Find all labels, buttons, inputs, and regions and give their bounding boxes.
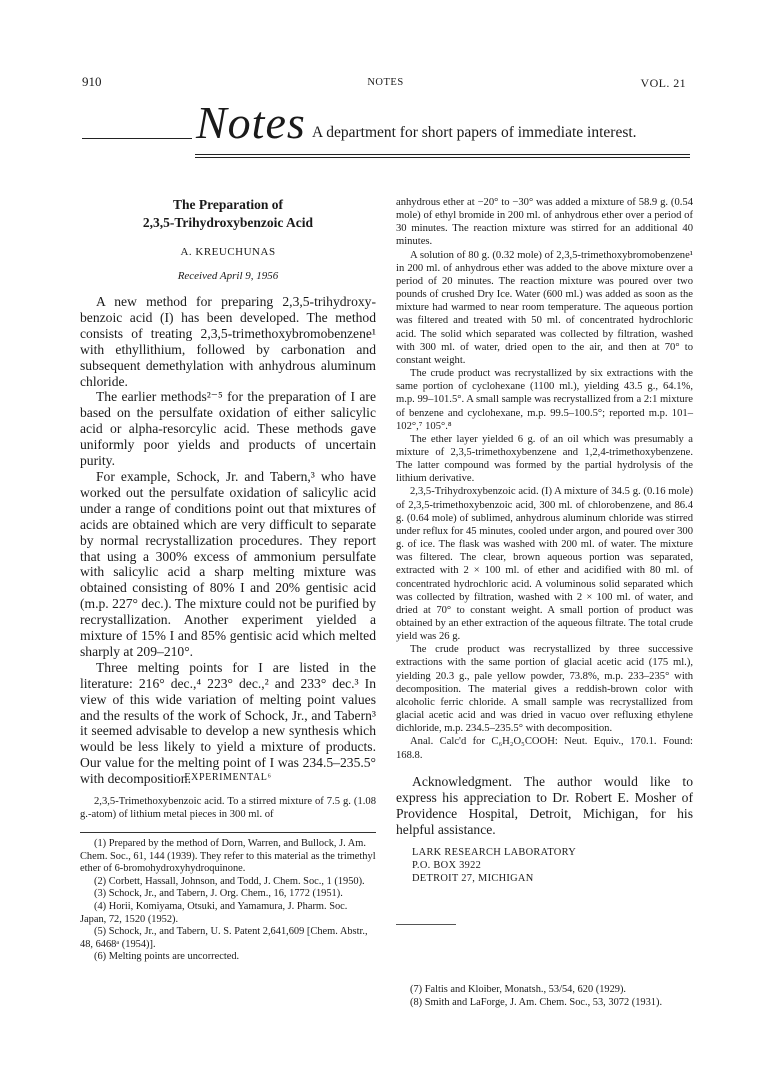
department-rule-top <box>195 154 690 155</box>
intro-paragraph: For example, Schock, Jr. and Tabern,³ who have worked out the persulfate oxidation of salicylic acid under a range of conditions point out that mixtures of acids are obtained which are very difficult to separate by normal recrystallization procedures. They report that using a 300% excess of ammonium persulfate with salicylic acid a sharp melting mixture was obtained consisting of 80% I and 20% gentisic acid (m.p. 227° dec.). The mixture could not be purified by recrystallization. Another experiment yielded a mixture of 15% I and 85% gentisic acid which melted sharply at 209–210°. <box>80 468 376 659</box>
experimental-paragraph: The ether layer yielded 6 g. of an oil which was presumably a mixture of 2,3,5-trimethoxybenzene and 1,2,4-trimethoxybenzene. The latter compound was formed by the partial hydrolysis of the lithium derivative. <box>396 433 693 485</box>
signature-rule <box>396 924 456 925</box>
experimental-paragraph: 2,3,5-Trihydroxybenzoic acid. (I) A mixture of 34.5 g. (0.16 mole) of 2,3,5-trimethoxybenzoic acid, 300 ml. of chlorobenzene, and 86.4 g. (0.64 mole) of sublimed, anhydrous aluminum chloride was stirred under reflux for 45 minutes, cooled under argon, and poured over 300 g. of ice. The flask was washed with 200 ml. of water. The mixture was filtered. The clear, brown aqueous portion was separated, extracted with 2 × 100 ml. of ether and acidified with 80 ml. of concentrated hydrochloric acid. A voluminous solid separated which was collected by filtration, washed with 2 × 100 ml. of water, and dried at 70° to constant weight. A small portion of product was obtained by an ether extraction of the aqueous filtrate. The total crude yield was 26 g. <box>396 486 693 643</box>
footnote: (8) Smith and LaForge, J. Am. Chem. Soc., 53, 3072 (1931). <box>410 996 663 1008</box>
running-section: NOTES <box>367 77 404 88</box>
experimental-paragraph-start: 2,3,5-Trimethoxybenzoic acid. To a stirred mixture of 7.5 g. (1.08 g.-atom) of lithium metal pieces in 300 ml. of <box>80 796 376 821</box>
department-title: Notes <box>196 97 306 148</box>
footnotes-right <box>396 984 693 1009</box>
footnote: (4) Horii, Komiyama, Otsuki, and Yamamura, J. Pharm. Soc. Japan, 72, 1520 (1952). <box>80 900 348 925</box>
article-author: A. KREUCHUNAS <box>180 246 276 258</box>
experimental-paragraph: anhydrous ether at −20° to −30° was added a mixture of 58.9 g. (0.54 mole) of ethyl bromide in 200 ml. of anhydrous ether over a period of 30 minutes. The reaction mixture was stirred for an additional 40 minutes. <box>396 197 693 248</box>
right-column <box>396 196 693 762</box>
experimental-paragraph: A solution of 80 g. (0.32 mole) of 2,3,5-trimethoxybromobenzene¹ in 200 ml. of anhydrous ether was added to the above mixture over a period of 20 minutes. The reaction mixture was poured over two pounds of crushed Dry Ice. Water (600 ml.) was added as soon as the mixture had warmed to near room temperature. The aqueous portion was filtered and treated with 50 ml. of concentrated hydrochloric acid. The solid which separated was collected by filtration, washed with 300 ml. of water, dried open to the air, and then at 70° to constant weight. <box>396 249 693 366</box>
article-title-line2: 2,3,5-Trihydroxybenzoic Acid <box>142 215 314 230</box>
experimental-paragraph: The crude product was recrystallized by three successive extractions with the same portion of glacial acetic acid (175 ml.), yielding 20.3 g., pale yellow powder, 73.8%, m.p. 233–235° with decomposition. The material gives a reddish-brown color with alcoholic ferric chloride. A small sample was recrystallized from glacial acetic acid and was dried in vacuo over refluxing ethylene dichloride, m.p. 234.5–235.5° with decomposition. <box>396 644 693 735</box>
left-column <box>80 196 376 787</box>
department-rule-bottom <box>195 157 690 158</box>
intro-paragraph: Three melting points for I are listed in the literature: 216° dec.,⁴ 223° dec.,² and 233° dec.³ In view of this wide variation of melting point values and the results of the work of Schock, Jr., and Tabern³ it seemed advisable to develop a new synthesis which would be less likely to yield a mixture of products. Our value for the melting point of I was 234.5–235.5° with decomposition. <box>80 659 376 787</box>
experimental-paragraph: The crude product was recrystallized by six extractions with the same portion of cyclohexane (1100 ml.), yielding 43.5 g., 64.1%, m.p. 99–101.5°. A small sample was recrystallized from a 2:1 mixture of benzene and cyclohexane, m.p. 99.5–100.5°; reported m.p. 101–102°,⁷ 105°.⁸ <box>396 368 693 432</box>
affiliation-block <box>412 846 576 885</box>
footnote-rule-left <box>80 832 376 833</box>
footnote: (1) Prepared by the method of Dorn, Warren, and Bullock, J. Am. Chem. Soc., 61, 144 (1939). They refer to this material as the trimethyl ether of 6-bromohydroxyhydroquinone. <box>80 838 376 875</box>
department-lead-rule <box>82 138 192 139</box>
received-date: Received April 9, 1956 <box>177 270 279 282</box>
footnote: (5) Schock, Jr., and Tabern, U. S. Patent 2,641,609 [Chem. Abstr., 48, 6468ᵃ (1954)]. <box>80 926 368 950</box>
intro-text <box>80 294 376 787</box>
experimental-heading: EXPERIMENTAL⁶ <box>184 772 272 783</box>
intro-paragraph: The earlier methods²⁻⁵ for the preparation of I are based on the persulfate oxidation of either salicylic acid or alpha-resorcylic acid. These methods gave uniformly poor yields and products of uncertain purity. <box>80 389 376 469</box>
footnote: (3) Schock, Jr., and Tabern, J. Org. Chem., 16, 1772 (1951). <box>94 888 343 900</box>
department-subtitle: A department for short papers of immediate interest. <box>312 124 637 141</box>
affiliation-lab: LARK RESEARCH LABORATORY <box>412 847 577 858</box>
analysis-paragraph: Anal. Calc'd for C₆H₂O₅COOH: Neut. Equiv., 170.1. Found: 168.8. <box>396 736 693 761</box>
footnote: (2) Corbett, Hassall, Johnson, and Todd, J. Chem. Soc., 1 (1950). <box>94 875 365 887</box>
affiliation-box: P.O. BOX 3922 <box>412 860 482 871</box>
footnotes-left <box>80 838 376 964</box>
footnote: (6) Melting points are uncorrected. <box>94 951 240 963</box>
intro-paragraph: A new method for preparing 2,3,5-trihydroxy-benzoic acid (I) has been developed. The method consists of treating 2,3,5-trimethoxybromobenzene¹ with ethyllithium, followed by carbonation and subsequent demethylation with anhydrous aluminum chloride. <box>80 294 376 389</box>
volume-label: VOL. 21 <box>640 76 686 90</box>
footnote: (7) Faltis and Kloiber, Monatsh., 53/54, 620 (1929). <box>410 984 627 995</box>
acknowledgment: Acknowledgment. The author would like to express his appreciation to Dr. Robert E. Mosher of Providence Hospital, Detroit, Michigan, for his helpful assistance. <box>396 774 693 837</box>
article-title-line1: The Preparation of <box>173 197 283 212</box>
page-number: 910 <box>82 74 102 89</box>
affiliation-city: DETROIT 27, MICHIGAN <box>412 873 534 884</box>
